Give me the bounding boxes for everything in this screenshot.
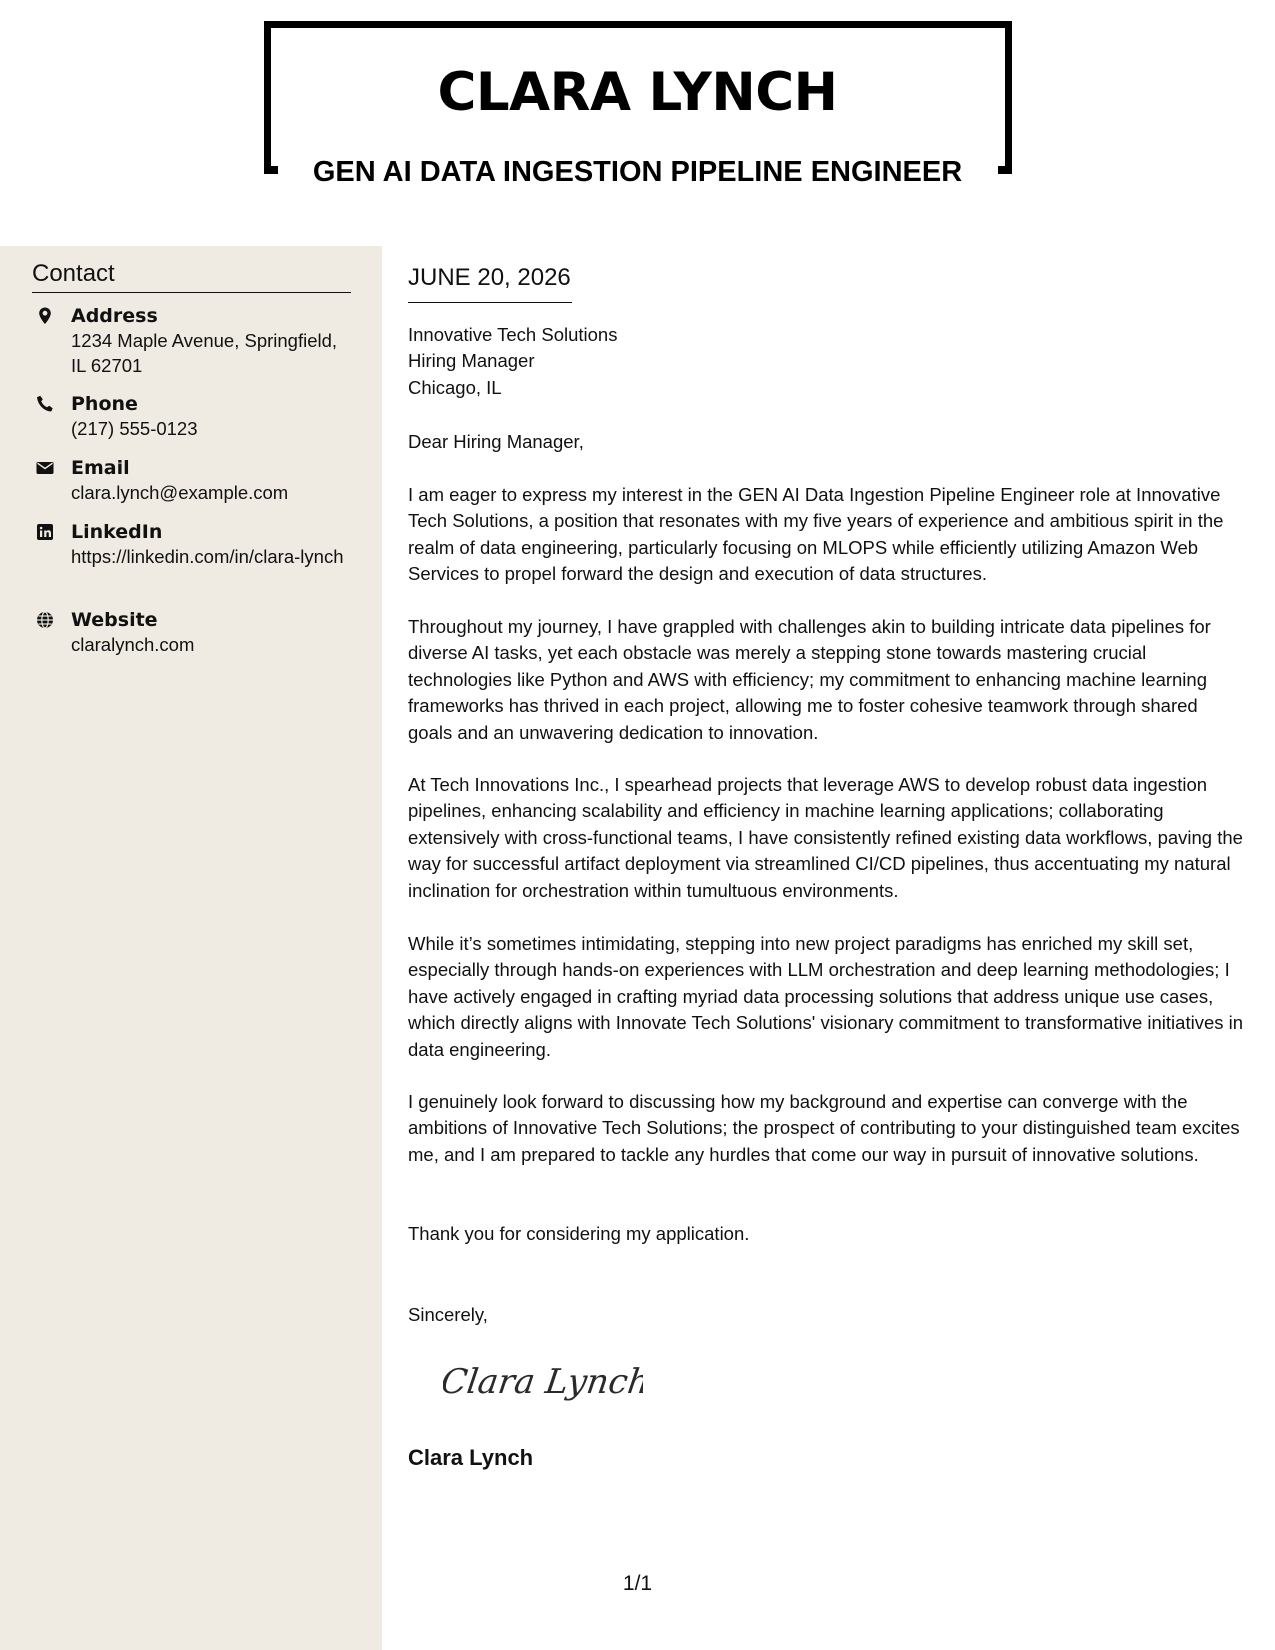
contact-label: Email <box>71 457 130 479</box>
envelope-icon <box>35 458 55 478</box>
closing-thanks: Thank you for considering my application. <box>408 1223 750 1244</box>
recipient-company: Innovative Tech Solutions <box>408 324 618 345</box>
globe-icon <box>35 610 55 630</box>
contact-value: claralynch.com <box>71 634 195 655</box>
contact-value: 1234 Maple Avenue, Springfield, IL 62701 <box>71 330 338 376</box>
handwritten-signature <box>443 1355 643 1407</box>
page-number: 1/1 <box>622 1572 653 1595</box>
contact-label: Website <box>71 609 158 631</box>
contact-value: https://linkedin.com/in/clara-lynch <box>71 546 344 567</box>
body-paragraph: At Tech Innovations Inc., I spearhead projects that leverage AWS to develop robust data ingestion pipelines, enhancing scalability and efficiency in machine learning applications; collaborating extensively with cross-functional teams, I have consistently refined existing data workflows, paving the way for successful artifact deployment via streamlined CI/CD pipelines, thus accentuating my natural inclination for orchestration within tumultuous environments. <box>408 774 1243 901</box>
body-paragraph: I genuinely look forward to discussing how my background and expertise can converge with the ambitions of Innovative Tech Solutions; the prospect of contributing to your distinguished team excites me, and I am prepared to tackle any hurdles that come our way in pursuit of innovative solutions. <box>408 1091 1240 1165</box>
contact-label: Address <box>71 305 158 327</box>
contact-value: (217) 555-0123 <box>71 418 198 439</box>
letter-date-rule <box>408 302 572 303</box>
recipient-title: Hiring Manager <box>408 350 535 372</box>
phone-icon <box>35 394 55 414</box>
recipient-location: Chicago, IL <box>408 376 502 398</box>
signer-name: Clara Lynch <box>408 1445 534 1470</box>
linkedin-icon <box>35 522 55 542</box>
recipient-block <box>408 322 1246 401</box>
letter-date: JUNE 20, 2026 <box>408 264 571 291</box>
body-paragraph: I am eager to express my interest in the GEN AI Data Ingestion Pipeline Engineer role at Innovative Tech Solutions, a position that resonates with my five years of experience and ambitious spirit in the realm of data engineering, particularly focusing on MLOPS while efficiently utilizing Amazon Web Services to propel forward the design and execution of data structures. <box>408 484 1224 585</box>
header-frame-foot-right <box>998 166 1012 174</box>
contact-sidebar <box>0 246 382 1650</box>
contact-label: Phone <box>71 393 138 415</box>
body-paragraph: Throughout my journey, I have grappled with challenges akin to building intricate data pipelines for diverse AI tasks, yet each obstacle was merely a stepping stone towards mastering crucial technologies like Python and AWS with efficiency; my commitment to enhancing machine learning frameworks has thrived in each project, allowing me to foster cohesive teamwork through shared goals and an unwavering dedication to innovation. <box>408 616 1211 743</box>
applicant-name: CLARA LYNCH <box>437 62 838 123</box>
signoff: Sincerely, <box>408 1304 488 1325</box>
job-title: GEN AI DATA INGESTION PIPELINE ENGINEER <box>300 154 975 190</box>
header-frame-foot-left <box>264 166 278 174</box>
contact-heading: Contact <box>32 260 115 287</box>
contact-label: LinkedIn <box>71 521 163 543</box>
location-pin-icon <box>35 306 55 326</box>
contact-value: clara.lynch@example.com <box>71 482 289 503</box>
contact-heading-rule <box>32 292 351 293</box>
body-paragraph: While it’s sometimes intimidating, stepping into new project paradigms has enriched my skill set, especially through hands-on experiences with LLM orchestration and deep learning methodologies; I have actively engaged in crafting myriad data processing solutions that address unique use cases, which directly aligns with Innovate Tech Solutions' visionary commitment to transformative initiatives in data engineering. <box>408 933 1244 1060</box>
salutation: Dear Hiring Manager, <box>408 431 584 452</box>
svg-text:Clara Lynch: Clara Lynch <box>443 1362 643 1402</box>
